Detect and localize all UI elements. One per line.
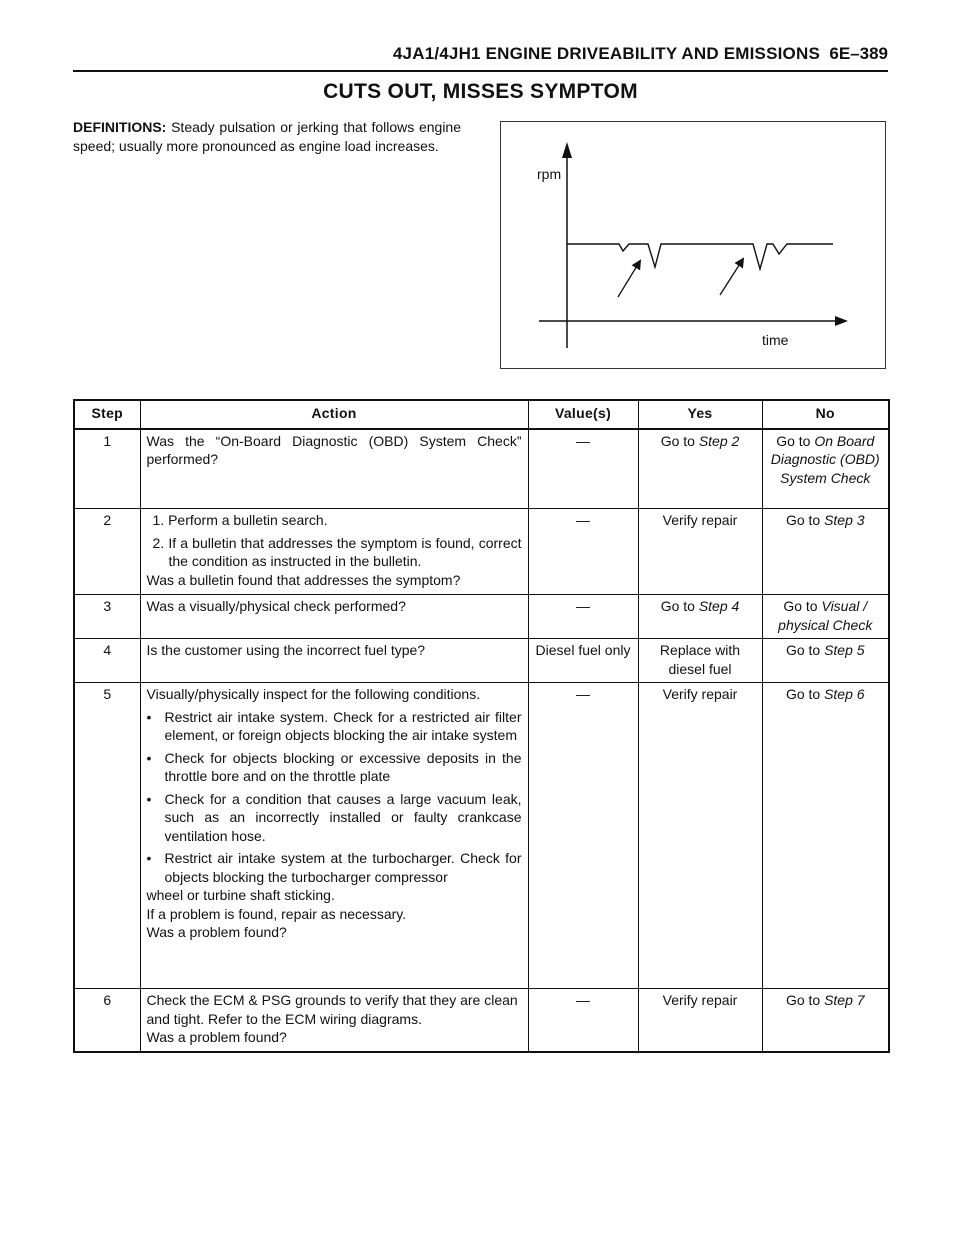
step-no: Go to Step 7 [762,989,889,1052]
step-number: 1 [74,429,140,509]
y-axis-arrowhead [562,142,572,158]
page-number: 6E–389 [829,44,888,63]
table-row [74,683,889,989]
definitions-text: Steady pulsation or jerking that follows engine speed; usually more pronounced as engine load increases. [73,119,462,154]
list-item: • Check for a condition that causes a large vacuum leak, such as an incorrectly installed or faulty crankcase ventilation hose. [146,790,522,844]
step-value: — [528,683,638,989]
header-title: 4JA1/4JH1 ENGINE DRIVEABILITY AND EMISSIONS [392,44,820,63]
step-number: 3 [74,595,140,639]
step-value: — [528,509,638,595]
step-no: Go to Step 5 [762,639,889,683]
step-yes: Go to Step 4 [638,595,762,639]
list-item: • Restrict air intake system. Check for a restricted air filter element, or foreign objects blocking the air intake system [146,708,522,743]
step-number: 2 [74,509,140,595]
step-value: — [528,595,638,639]
x-axis-arrowhead [835,316,848,326]
col-header-no: No [762,400,889,429]
col-header-action: Action [140,400,528,429]
step-number: 5 [74,683,140,989]
step-number: 6 [74,989,140,1052]
x-axis-label: time [762,332,789,348]
misfire-arrow-2 [720,259,743,295]
step-yes: Replace with diesel fuel [638,639,762,683]
y-axis-label: rpm [537,166,562,182]
step-yes: Verify repair [638,683,762,989]
step-action: Check the ECM & PSG grounds to verify that they are clean and tight. Refer to the ECM wiring diagrams. Was a problem found? [140,989,528,1052]
step-action: Was the “On-Board Diagnostic (OBD) System Check” performed? [140,429,528,509]
col-header-values: Value(s) [528,400,638,429]
table-row [74,509,889,595]
step-no: Go to Visual / physical Check [762,595,889,639]
step-value: Diesel fuel only [528,639,638,683]
col-header-step: Step [74,400,140,429]
step-yes: Verify repair [638,989,762,1052]
step-number: 4 [74,639,140,683]
step-action: 1. Perform a bulletin search. 2. If a bulletin that addresses the symptom is found, correct the condition as instructed in the bulletin. Was a bulletin found that addresses the symptom? [140,509,528,595]
step-action: Is the customer using the incorrect fuel type? [140,639,528,683]
step-yes: Verify repair [638,509,762,595]
step-no: Go to Step 6 [762,683,889,989]
page-title: CUTS OUT, MISSES SYMPTOM [323,80,638,103]
table-row [74,989,889,1052]
table-row [74,639,889,683]
rpm-time-diagram [501,122,887,370]
table-row [74,595,889,639]
step-action: Was a visually/physical check performed? [140,595,528,639]
definitions-paragraph [73,118,461,155]
step-yes: Go to Step 2 [638,429,762,509]
table-header-row [74,400,889,429]
list-item: • Check for objects blocking or excessive deposits in the throttle bore and on the throttle plate [146,749,522,784]
step-value: — [528,989,638,1052]
table-row [74,429,889,509]
step-no: Go to Step 3 [762,509,889,595]
step-no: Go to On Board Diagnostic (OBD) System Check [762,429,889,509]
diagnostic-table [73,399,890,1053]
step-action: Visually/physically inspect for the following conditions. • Restrict air intake system. Check for a restricted air filter element, or foreign objects blocking the air intake system • Check for objects blocking or excessive deposits in the throttle bore and on the throttle plate • Check for a condition that causes a large vacuum leak, such as an incorrectly installed or faulty crankcase ventilation hose. • Restrict air intake system at the turbocharger. Check for objects blocking the turbocharger compressor wheel or turbine shaft sticking. If a problem is found, repair as necessary. Was a problem found? [140,683,528,989]
definitions-label: DEFINITIONS: [73,119,167,135]
rpm-trace [567,244,833,269]
col-header-yes: Yes [638,400,762,429]
rpm-time-figure [500,121,886,369]
misfire-arrow-1 [618,261,640,297]
header-rule [73,70,888,72]
step-value: — [528,429,638,509]
list-item: • Restrict air intake system at the turbocharger. Check for objects blocking the turbocharger compressor [146,850,522,885]
